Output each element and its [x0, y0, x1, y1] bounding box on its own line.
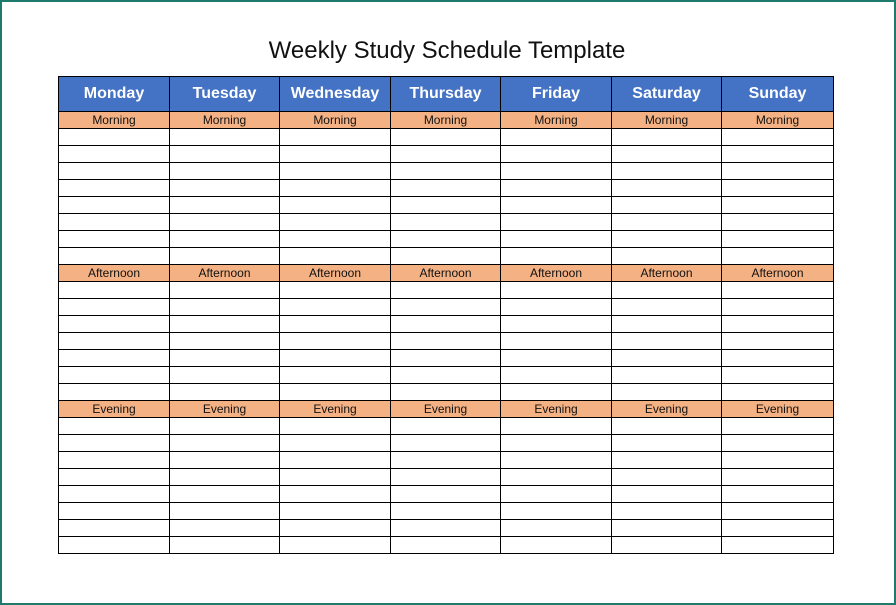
table-row — [59, 435, 834, 452]
afternoon-slot-wednesday[interactable] — [280, 333, 391, 350]
evening-slot-thursday[interactable] — [391, 452, 501, 469]
table-row — [59, 231, 834, 248]
table-row — [59, 350, 834, 367]
table-row — [59, 452, 834, 469]
evening-slot-tuesday[interactable] — [170, 452, 280, 469]
morning-slot-tuesday[interactable] — [170, 214, 280, 231]
morning-slot-wednesday[interactable] — [280, 214, 391, 231]
table-row — [59, 214, 834, 231]
afternoon-slot-saturday[interactable] — [612, 299, 722, 316]
afternoon-slot-thursday[interactable] — [391, 384, 501, 401]
afternoon-slot-saturday[interactable] — [612, 282, 722, 299]
morning-slot-sunday[interactable] — [722, 197, 834, 214]
table-row — [59, 469, 834, 486]
evening-slot-sunday[interactable] — [722, 452, 834, 469]
morning-slot-friday[interactable] — [501, 197, 612, 214]
evening-label-sunday: Evening — [722, 401, 834, 418]
evening-slot-tuesday[interactable] — [170, 503, 280, 520]
afternoon-section-row — [59, 265, 834, 282]
morning-slot-saturday[interactable] — [612, 163, 722, 180]
afternoon-slot-wednesday[interactable] — [280, 384, 391, 401]
evening-slot-tuesday[interactable] — [170, 537, 280, 554]
schedule-table — [58, 76, 834, 554]
evening-slot-monday[interactable] — [59, 435, 170, 452]
day-header-row — [59, 77, 834, 112]
morning-slot-friday[interactable] — [501, 231, 612, 248]
morning-label-tuesday: Morning — [170, 112, 280, 129]
evening-slot-friday[interactable] — [501, 452, 612, 469]
afternoon-slot-wednesday[interactable] — [280, 316, 391, 333]
afternoon-slot-wednesday[interactable] — [280, 282, 391, 299]
afternoon-slot-monday[interactable] — [59, 316, 170, 333]
afternoon-slot-thursday[interactable] — [391, 333, 501, 350]
evening-slot-thursday[interactable] — [391, 469, 501, 486]
evening-slot-monday[interactable] — [59, 537, 170, 554]
morning-slot-saturday[interactable] — [612, 248, 722, 265]
evening-label-friday: Evening — [501, 401, 612, 418]
evening-slot-friday[interactable] — [501, 469, 612, 486]
evening-slot-friday[interactable] — [501, 503, 612, 520]
afternoon-slot-monday[interactable] — [59, 333, 170, 350]
afternoon-slot-monday[interactable] — [59, 384, 170, 401]
morning-slot-tuesday[interactable] — [170, 129, 280, 146]
page-title: Weekly Study Schedule Template — [268, 37, 626, 64]
morning-slot-monday[interactable] — [59, 163, 170, 180]
afternoon-label-friday: Afternoon — [501, 265, 612, 282]
afternoon-label-monday: Afternoon — [59, 265, 170, 282]
evening-slot-wednesday[interactable] — [280, 537, 391, 554]
evening-label-thursday: Evening — [391, 401, 501, 418]
morning-slot-sunday[interactable] — [722, 129, 834, 146]
table-row — [59, 248, 834, 265]
morning-label-saturday: Morning — [612, 112, 722, 129]
morning-slot-wednesday[interactable] — [280, 197, 391, 214]
afternoon-slot-monday[interactable] — [59, 367, 170, 384]
morning-slot-friday[interactable] — [501, 129, 612, 146]
morning-slot-monday[interactable] — [59, 248, 170, 265]
table-row — [59, 197, 834, 214]
day-header-saturday: Saturday — [612, 77, 722, 112]
morning-slot-wednesday[interactable] — [280, 180, 391, 197]
afternoon-label-wednesday: Afternoon — [280, 265, 391, 282]
morning-slot-monday[interactable] — [59, 197, 170, 214]
table-row — [59, 163, 834, 180]
evening-slot-thursday[interactable] — [391, 537, 501, 554]
morning-slot-sunday[interactable] — [722, 214, 834, 231]
table-row — [59, 333, 834, 350]
evening-label-wednesday: Evening — [280, 401, 391, 418]
morning-slot-friday[interactable] — [501, 163, 612, 180]
afternoon-slot-friday[interactable] — [501, 316, 612, 333]
morning-slot-tuesday[interactable] — [170, 180, 280, 197]
morning-slot-saturday[interactable] — [612, 129, 722, 146]
afternoon-slot-tuesday[interactable] — [170, 299, 280, 316]
afternoon-slot-thursday[interactable] — [391, 299, 501, 316]
morning-slot-wednesday[interactable] — [280, 248, 391, 265]
afternoon-slot-tuesday[interactable] — [170, 316, 280, 333]
table-row — [59, 129, 834, 146]
table-row — [59, 180, 834, 197]
morning-slot-sunday[interactable] — [722, 163, 834, 180]
evening-slot-monday[interactable] — [59, 503, 170, 520]
afternoon-slot-monday[interactable] — [59, 299, 170, 316]
morning-slot-saturday[interactable] — [612, 146, 722, 163]
morning-slot-monday[interactable] — [59, 146, 170, 163]
evening-slot-sunday[interactable] — [722, 503, 834, 520]
evening-label-saturday: Evening — [612, 401, 722, 418]
afternoon-slot-wednesday[interactable] — [280, 367, 391, 384]
morning-section-row — [59, 112, 834, 129]
afternoon-slot-sunday[interactable] — [722, 367, 834, 384]
morning-slot-saturday[interactable] — [612, 197, 722, 214]
morning-slot-thursday[interactable] — [391, 248, 501, 265]
morning-slot-tuesday[interactable] — [170, 197, 280, 214]
morning-slot-wednesday[interactable] — [280, 129, 391, 146]
morning-label-monday: Morning — [59, 112, 170, 129]
evening-slot-wednesday[interactable] — [280, 520, 391, 537]
evening-slot-friday[interactable] — [501, 537, 612, 554]
morning-slot-friday[interactable] — [501, 248, 612, 265]
morning-slot-sunday[interactable] — [722, 248, 834, 265]
evening-slot-wednesday[interactable] — [280, 469, 391, 486]
evening-slot-wednesday[interactable] — [280, 452, 391, 469]
afternoon-slot-sunday[interactable] — [722, 282, 834, 299]
morning-label-sunday: Morning — [722, 112, 834, 129]
evening-slot-thursday[interactable] — [391, 520, 501, 537]
afternoon-slot-sunday[interactable] — [722, 333, 834, 350]
evening-slot-saturday[interactable] — [612, 520, 722, 537]
morning-slot-monday[interactable] — [59, 231, 170, 248]
table-row — [59, 146, 834, 163]
evening-slot-tuesday[interactable] — [170, 520, 280, 537]
afternoon-slot-friday[interactable] — [501, 333, 612, 350]
morning-slot-friday[interactable] — [501, 180, 612, 197]
evening-slot-friday[interactable] — [501, 435, 612, 452]
afternoon-slot-sunday[interactable] — [722, 350, 834, 367]
morning-slot-sunday[interactable] — [722, 180, 834, 197]
afternoon-slot-wednesday[interactable] — [280, 299, 391, 316]
afternoon-label-tuesday: Afternoon — [170, 265, 280, 282]
morning-slot-thursday[interactable] — [391, 180, 501, 197]
morning-slot-tuesday[interactable] — [170, 146, 280, 163]
afternoon-slot-friday[interactable] — [501, 367, 612, 384]
afternoon-slot-tuesday[interactable] — [170, 333, 280, 350]
afternoon-label-thursday: Afternoon — [391, 265, 501, 282]
morning-slot-monday[interactable] — [59, 180, 170, 197]
table-row — [59, 384, 834, 401]
evening-slot-sunday[interactable] — [722, 537, 834, 554]
day-header-monday: Monday — [59, 77, 170, 112]
morning-slot-friday[interactable] — [501, 214, 612, 231]
morning-slot-sunday[interactable] — [722, 231, 834, 248]
evening-slot-sunday[interactable] — [722, 435, 834, 452]
evening-slot-monday[interactable] — [59, 520, 170, 537]
evening-slot-friday[interactable] — [501, 520, 612, 537]
evening-slot-monday[interactable] — [59, 486, 170, 503]
morning-slot-wednesday[interactable] — [280, 231, 391, 248]
morning-slot-thursday[interactable] — [391, 146, 501, 163]
day-header-friday: Friday — [501, 77, 612, 112]
afternoon-slot-tuesday[interactable] — [170, 367, 280, 384]
morning-slot-thursday[interactable] — [391, 129, 501, 146]
evening-slot-monday[interactable] — [59, 452, 170, 469]
afternoon-slot-saturday[interactable] — [612, 350, 722, 367]
afternoon-slot-thursday[interactable] — [391, 282, 501, 299]
schedule-body — [59, 112, 834, 554]
morning-label-thursday: Morning — [391, 112, 501, 129]
table-row — [59, 537, 834, 554]
afternoon-slot-tuesday[interactable] — [170, 282, 280, 299]
afternoon-slot-friday[interactable] — [501, 384, 612, 401]
evening-slot-wednesday[interactable] — [280, 435, 391, 452]
morning-slot-saturday[interactable] — [612, 214, 722, 231]
afternoon-slot-saturday[interactable] — [612, 367, 722, 384]
afternoon-slot-wednesday[interactable] — [280, 350, 391, 367]
evening-slot-tuesday[interactable] — [170, 435, 280, 452]
evening-slot-saturday[interactable] — [612, 452, 722, 469]
morning-label-friday: Morning — [501, 112, 612, 129]
evening-slot-saturday[interactable] — [612, 486, 722, 503]
table-row — [59, 316, 834, 333]
morning-slot-tuesday[interactable] — [170, 231, 280, 248]
evening-slot-thursday[interactable] — [391, 503, 501, 520]
morning-slot-wednesday[interactable] — [280, 146, 391, 163]
afternoon-slot-sunday[interactable] — [722, 316, 834, 333]
day-header-sunday: Sunday — [722, 77, 834, 112]
afternoon-slot-tuesday[interactable] — [170, 384, 280, 401]
morning-slot-thursday[interactable] — [391, 197, 501, 214]
table-row — [59, 299, 834, 316]
evening-slot-saturday[interactable] — [612, 435, 722, 452]
afternoon-slot-saturday[interactable] — [612, 333, 722, 350]
evening-slot-friday[interactable] — [501, 418, 612, 435]
evening-section-row — [59, 401, 834, 418]
afternoon-slot-thursday[interactable] — [391, 350, 501, 367]
afternoon-slot-sunday[interactable] — [722, 299, 834, 316]
afternoon-slot-thursday[interactable] — [391, 316, 501, 333]
morning-slot-monday[interactable] — [59, 129, 170, 146]
day-header-wednesday: Wednesday — [280, 77, 391, 112]
evening-slot-monday[interactable] — [59, 469, 170, 486]
morning-slot-sunday[interactable] — [722, 146, 834, 163]
afternoon-slot-tuesday[interactable] — [170, 350, 280, 367]
evening-slot-tuesday[interactable] — [170, 418, 280, 435]
day-header-tuesday: Tuesday — [170, 77, 280, 112]
afternoon-slot-saturday[interactable] — [612, 384, 722, 401]
table-row — [59, 486, 834, 503]
morning-slot-saturday[interactable] — [612, 180, 722, 197]
evening-slot-monday[interactable] — [59, 418, 170, 435]
afternoon-slot-saturday[interactable] — [612, 316, 722, 333]
morning-slot-monday[interactable] — [59, 214, 170, 231]
afternoon-slot-sunday[interactable] — [722, 384, 834, 401]
afternoon-label-saturday: Afternoon — [612, 265, 722, 282]
evening-slot-saturday[interactable] — [612, 503, 722, 520]
afternoon-slot-thursday[interactable] — [391, 367, 501, 384]
evening-slot-saturday[interactable] — [612, 469, 722, 486]
table-row — [59, 503, 834, 520]
table-row — [59, 367, 834, 384]
evening-slot-wednesday[interactable] — [280, 418, 391, 435]
evening-label-tuesday: Evening — [170, 401, 280, 418]
afternoon-slot-friday[interactable] — [501, 282, 612, 299]
table-row — [59, 520, 834, 537]
evening-slot-sunday[interactable] — [722, 469, 834, 486]
morning-slot-friday[interactable] — [501, 146, 612, 163]
afternoon-slot-friday[interactable] — [501, 299, 612, 316]
table-row — [59, 418, 834, 435]
evening-slot-thursday[interactable] — [391, 486, 501, 503]
morning-slot-thursday[interactable] — [391, 163, 501, 180]
evening-slot-tuesday[interactable] — [170, 469, 280, 486]
evening-label-monday: Evening — [59, 401, 170, 418]
afternoon-slot-friday[interactable] — [501, 350, 612, 367]
morning-slot-thursday[interactable] — [391, 214, 501, 231]
evening-slot-saturday[interactable] — [612, 418, 722, 435]
evening-slot-thursday[interactable] — [391, 435, 501, 452]
evening-slot-thursday[interactable] — [391, 418, 501, 435]
evening-slot-sunday[interactable] — [722, 486, 834, 503]
evening-slot-wednesday[interactable] — [280, 486, 391, 503]
evening-slot-sunday[interactable] — [722, 418, 834, 435]
afternoon-label-sunday: Afternoon — [722, 265, 834, 282]
day-header-thursday: Thursday — [391, 77, 501, 112]
evening-slot-saturday[interactable] — [612, 537, 722, 554]
afternoon-slot-monday[interactable] — [59, 282, 170, 299]
morning-label-wednesday: Morning — [280, 112, 391, 129]
morning-slot-tuesday[interactable] — [170, 248, 280, 265]
afternoon-slot-monday[interactable] — [59, 350, 170, 367]
table-row — [59, 282, 834, 299]
morning-slot-wednesday[interactable] — [280, 163, 391, 180]
evening-slot-sunday[interactable] — [722, 520, 834, 537]
morning-slot-tuesday[interactable] — [170, 163, 280, 180]
evening-slot-wednesday[interactable] — [280, 503, 391, 520]
evening-slot-friday[interactable] — [501, 486, 612, 503]
morning-slot-saturday[interactable] — [612, 231, 722, 248]
morning-slot-thursday[interactable] — [391, 231, 501, 248]
evening-slot-tuesday[interactable] — [170, 486, 280, 503]
